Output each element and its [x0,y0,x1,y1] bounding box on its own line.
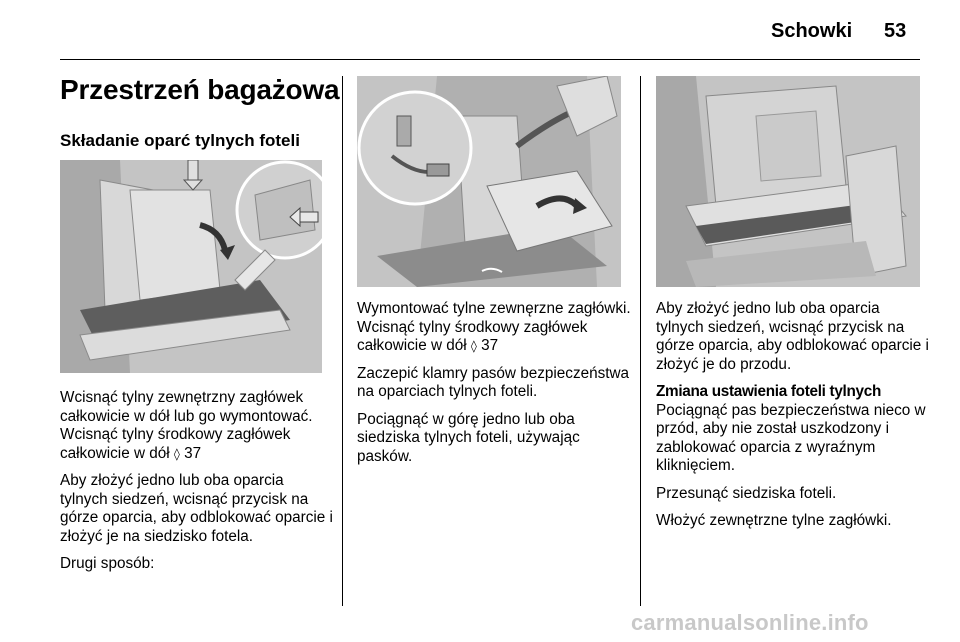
column-1-paragraph-1-text: Wcisnąć tylny zewnętrzny zagłówek całkowicie w dół lub go wymontować. Wcisnąć tylny środkowy zagłówek całkowicie w dół [60,389,313,462]
column-2-paragraph-2: Zaczepić klamry pasów bezpieczeństwa na oparciach tylnych foteli. [357,364,630,400]
column-3-paragraph-2: Pociągnąć pas bezpieczeństwa nieco w przód, aby nie został uszkodzony i zablokować oparcia z wyraźnym kliknięciem. [656,401,926,474]
column-1-paragraph-2: Aby złożyć jedno lub oba oparcia tylnych siedzeń, wcisnąć przycisk na górze oparcia, aby odblokować oparcie i złożyć je na siedzisko fotela. [60,472,333,545]
subsection-title: Składanie oparć tylnych foteli [60,131,300,150]
page-reference-icon: ◊ [173,446,180,461]
column-1-paragraph-1 [60,389,335,463]
column-1-paragraph-3: Drugi sposób: [60,555,155,572]
column-3-paragraph-1: Aby złożyć jedno lub oba oparcia tylnych siedzeń, wcisnąć przycisk na górze oparcia, aby odblokować oparcie i złożyć je do przodu. [656,300,929,373]
illustration-lift-seat-cushion [357,76,621,287]
column-2-paragraph-1-text: Wymontować tylne zewnęrzne zagłówki. Wcisnąć tylny środkowy zagłówek całkowicie w dół [357,300,631,354]
column-3-paragraph-3: Przesunąć siedziska foteli. [656,484,837,502]
column-3-heading: Zmiana ustawienia foteli tylnych [656,383,882,400]
column-1-text [60,389,335,583]
page-reference: 37 [481,337,499,354]
column-3-text [656,300,931,540]
column-divider-1 [342,76,343,606]
column-divider-2 [640,76,641,606]
page-reference: 37 [184,444,202,462]
column-2-paragraph-3: Pociągnąć w górę jedno lub oba siedziska tylnych foteli, używając pasków. [357,410,580,465]
illustration-folded-seats [656,76,920,287]
column-2-text [357,300,632,475]
page-header-title: Schowki [771,20,853,42]
column-2-paragraph-1 [357,300,632,356]
watermark: carmanualsonline.info [631,610,869,635]
column-3-paragraph-4: Włożyć zewnętrzne tylne zagłówki. [656,512,892,529]
page-reference-icon: ◊ [470,339,477,353]
header-rule [60,59,920,60]
illustration-fold-seatback [60,160,322,373]
section-title: Przestrzeń bagażowa [60,74,340,105]
page-number: 53 [884,20,907,42]
